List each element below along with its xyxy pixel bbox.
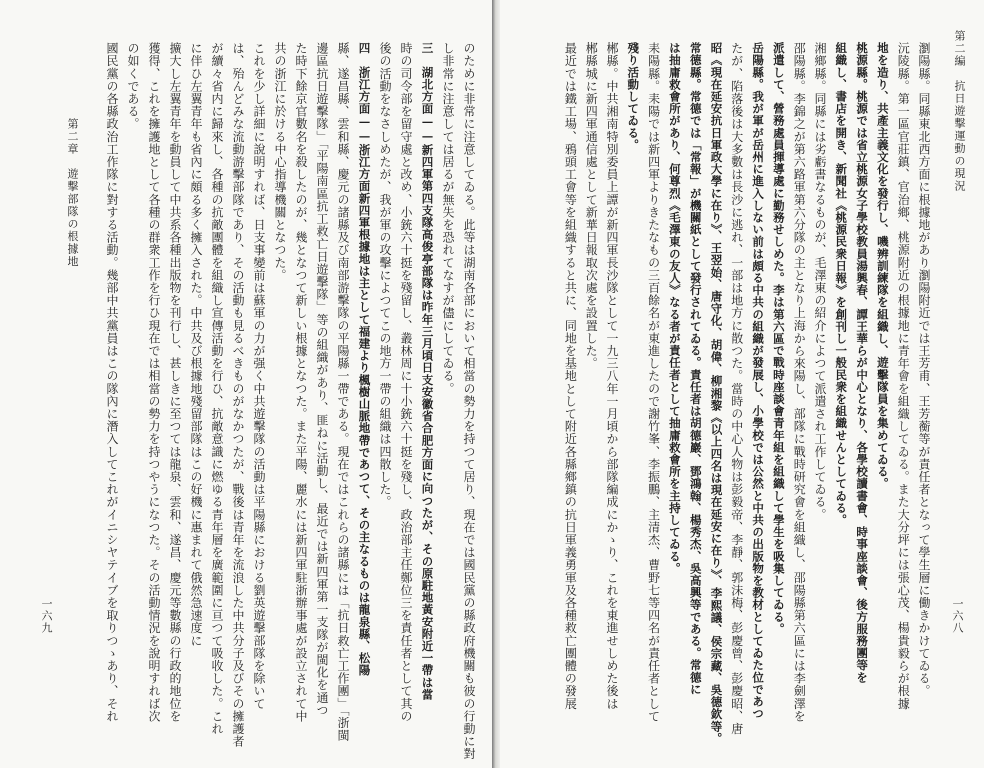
left-text-column: 縣、遂昌縣、雲和縣、慶元の諸縣及び南部游擊隊の平陽縣一帶である。現在ではこれらの諸縣には「抗日救亡工作團」「浙閩 xyxy=(336,42,350,742)
left-text-column: のために非常に注意してゐる。此等は湖南各部において相當の勢力を持つて居り、現在では國民黨の縣政府機關も彼の行動に對 xyxy=(462,42,476,761)
right-text-column: 沅陵縣。第一區官莊鎮、官治鄉、桃源附近の根據地に青年會を組織してゐる。また大分坪には張心茂、楊貴毅らが根據 xyxy=(896,42,911,710)
left-text-column: の如くである。 xyxy=(126,42,140,131)
right-page-number: 一六八 xyxy=(951,598,964,634)
left-text-column: 後の活動をなさしめたが、我が軍の攻擊によつてこの地方一帶の組織は四散した。 xyxy=(378,42,392,509)
left-text-column: 三 湖北方面——新四軍第四支隊高俊亭部隊は昨年三月頃日支安徽省合肥方面に向つたが、その原駐地黃安附近一帶は當 xyxy=(420,42,435,701)
left-text-column: 邊區抗日遊擊隊」「平陽南區抗工救亡日遊擊隊」等の組織があり、匪ねに活動し、最近では新四軍第一支隊が閩化を通つ xyxy=(315,42,329,717)
right-text-column: 瀏陽縣。同縣東北西方面に根據地があり瀏陽附近では王芳甫、王芳蘅等が責任者となって學生層に働きかけてゐる。 xyxy=(917,42,931,698)
left-text-column: これを少し詳細に說明すれば、日支事變前は蘇軍の力が强く中共遊擊隊の活動は平陽縣における劉英遊擊部隊を除いて xyxy=(252,42,266,710)
right-running-head: 第二編 抗日遊擊運動の現況 xyxy=(953,30,966,193)
right-page xyxy=(500,0,984,768)
right-text-column: 昭《現在延安抗日軍政大學に在り》、王翌始、唐守化、胡偉、柳湘黎《以上四名は現在延安に在り》、李熙議、侯宗藏、吳德欽等。 xyxy=(709,42,724,745)
left-chapter-title: 第二章 遊擊部隊の根據地 xyxy=(66,118,79,268)
left-text-column: が續々省内に歸來し、各種の抗敵團體を組織し宣傳活動を行ひ、抗敵意識に燃ゆる青年層を廣範圍に亘つて吸收した。これ xyxy=(210,42,224,735)
right-text-column: 邵陽縣。李錦之が第六路軍第六分隊の主となり上海から來陽し、部隊に戰時研究會を組織し、邵陽縣第六區には李劍澤を xyxy=(792,42,807,723)
left-text-column: 獲得、これを擁護地として各種の群衆工作を行ひ現在では相當の勢力を持つやうになつた。その活動情況を說明すれば次 xyxy=(147,42,161,723)
right-text-column: 桃源縣。桃源では省立桃源女子學校教員湯興春、譚王華らが中心となり、各學校讀書會、時事座談會、後方服務團等を xyxy=(855,42,870,684)
right-text-column: 郴縣。中共湘南特別委員上譚が新四軍長沙隊として一九三八年一月頃から部隊編成にかゝり、これを東進せしめた後は xyxy=(605,42,619,710)
left-text-column: に伴ひ左翼青年も省內に頗る多く擁入された。中共及び根據地殘留部隊はこの好機に惠まれて俄然急速度に xyxy=(189,42,203,647)
right-text-column: 地を造り、共產主義文化を發行し、嘰辨訓練隊を組織し、遊擊隊員を集めてゐる。 xyxy=(875,42,890,490)
left-text-column: し非常に注意しては居るが無失を恐れてなすが儘にしてゐる。 xyxy=(441,42,455,395)
right-text-column: たが、陷落後は大多數は長沙に逃れ、一部は地方に散つた。當時の中心人物は彭毅帝、李靜、郭沫梅、彭慶曾、彭慶昭、唐 xyxy=(729,42,744,735)
left-text-column: 擴大し左翼青年を動員して中共系各種出版物を刊行し、甚しきに至つては龍泉、雲和、遂昌、慶元等數縣の行政的地位を xyxy=(168,42,182,723)
right-text-column: 派遣して、營務處員揮導處に勤務せしめた。李は第六區で戰時座談會青年組を組織して學生を吸集してゐる。 xyxy=(771,42,786,635)
right-text-column: 湘鄉縣。同縣には劣虧書なるものが、毛澤東の紹介によつて派遣され工作してゐる。 xyxy=(813,42,827,521)
right-text-column: 組織し、書店を開き、新聞社《桃源民衆日報》を創刊し一般民衆を組織せんとしてゐる。 xyxy=(834,42,849,526)
right-text-column: 殘り活動してゐる。 xyxy=(626,42,641,151)
right-text-column: 耒陽縣。耒陽では新四軍よりきたなもの三百餘名が東進したので謝竹峯、李振鵬、主清杰、曹野七等四名が責任者として xyxy=(646,42,661,723)
left-text-column: 四 浙江方面——浙江方面新四軍根據地は主として福建より楓樹山脈地帶であつて、その主なるものは龍泉縣、松陽 xyxy=(357,42,372,677)
right-text-column: 郴縣城に新四軍通信處として新華日報取次處を設置した。 xyxy=(584,42,599,370)
right-text-column: 岳陽縣。我が軍が岳州に進入しない前は頗る中共の組織が發展し、小學校では公然と中共の出版物を教材としてゐた位であつ xyxy=(751,42,766,720)
left-text-column: 國民黨の各縣政治工作隊に對する活動。幾部中共黨員はこの隊內に潛入してこれがイニシヤテイブを取りつゝあり、それ xyxy=(105,42,119,723)
left-text-column: は、殆んどみな流動游擊部隊であり、その活動も見るべきものがなかつたが、戰後は青年を流浪した中共分子及びその擁護者 xyxy=(231,42,245,748)
left-text-column: 時の司令部を留守處と改め、小銃六十挺を殘留し、叢林周に十小銃六十挺を殘し、政治部主任鄭位三を責任者として其の xyxy=(399,42,413,723)
right-text-column: は抽庸救會所があり、何尊烈《毛澤東の友人》なる者が責任者として抽庸救會所を主持してゐる。 xyxy=(667,42,682,575)
left-page-number: 一六九 xyxy=(40,598,53,634)
left-text-column: た時下餘京官數名を殺したのが、幾となつて新しい根據となつた。また平陽、麗水には新四軍駐浙辦事處が設立されて中 xyxy=(294,42,308,723)
left-text-column: 共の浙江に於ける中心指導機關となつた。 xyxy=(273,42,287,282)
right-text-column: 最近では鐵工場、鴉頭工會等を組織すると共に、同地を基地として附近各縣鄉鎮の抗日軍義勇軍及各種救亡團體の發展 xyxy=(563,42,578,710)
right-text-column: 常德縣。常德では「常報」が機關紙として發行されてゐる。責任者は胡德巖、鄧鴻翰、楊秀杰、吳高興等である。常德に xyxy=(688,42,703,696)
book-gutter xyxy=(492,0,500,768)
